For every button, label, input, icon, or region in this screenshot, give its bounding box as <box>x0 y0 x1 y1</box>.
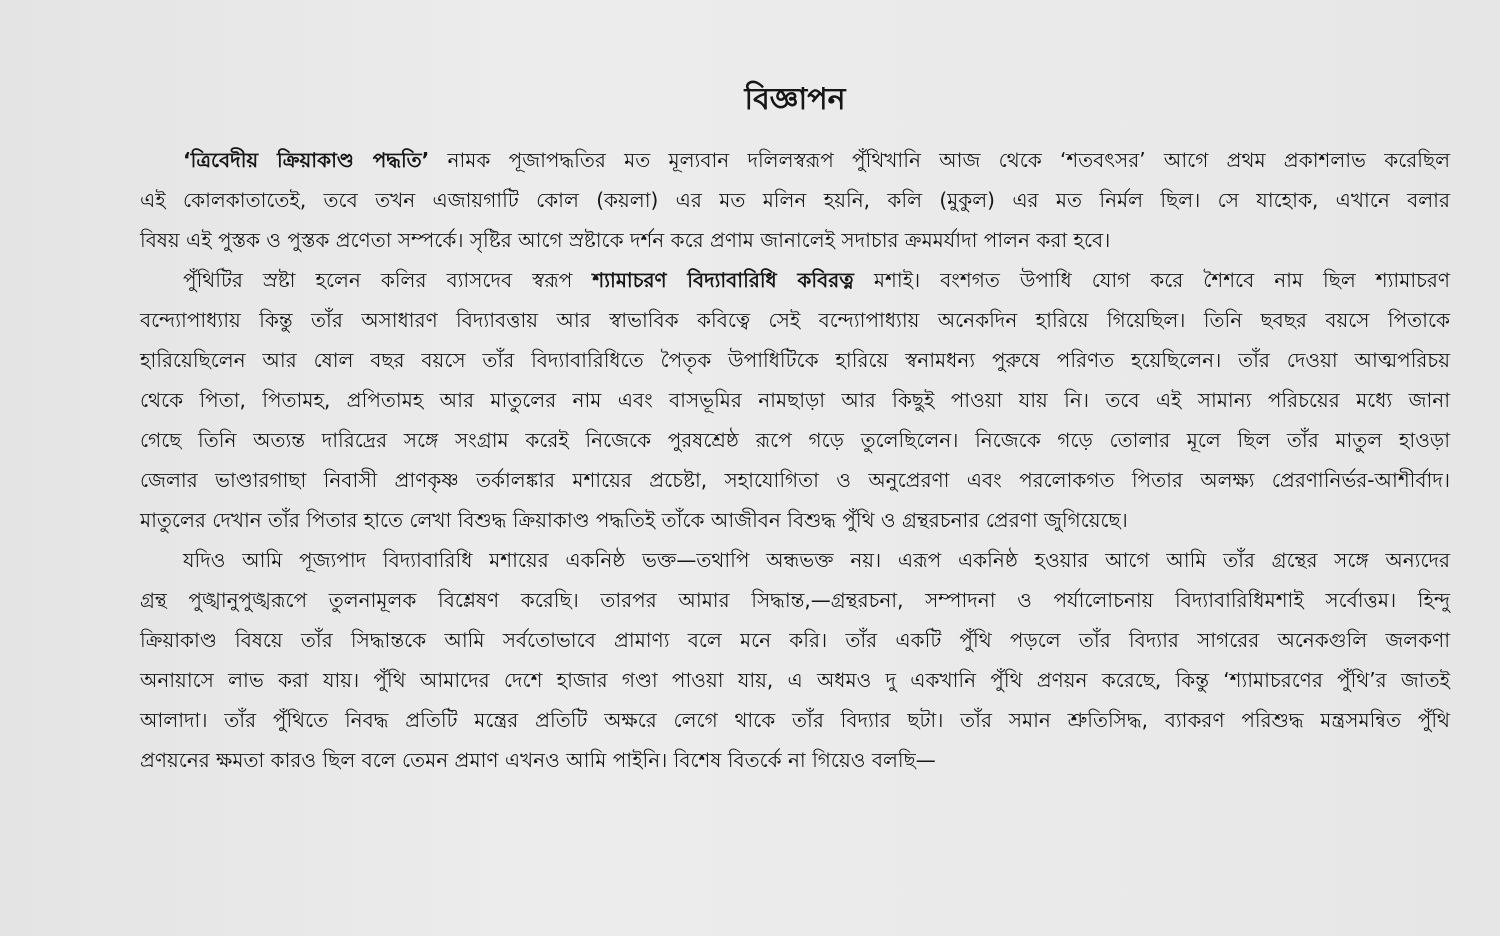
text-line <box>140 300 1450 340</box>
text-line <box>140 340 1450 380</box>
paragraph <box>140 140 1450 260</box>
text-segment: থেকে পিতা, পিতামহ, প্রপিতামহ আর মাতুলের নাম এবং বাসভূমির নামছাড়া আর কিছুই পাওয়া যায় নি। তবে এই সামান্য পরিচয়ের মধ্যে জানা <box>140 388 1450 412</box>
document-body <box>140 140 1450 780</box>
text-segment: গ্রন্থ পুঙ্খানুপুঙ্খরূপে তুলনামূলক বিশ্লেষণ করেছি। তারপর আমার সিদ্ধান্ত,—গ্রন্থরচনা, সম্পাদনা ও পর্যালোচনায় বিদ্যাবারিধিমশাই সর্বোত্তম। হিন্দু <box>140 588 1450 612</box>
text-line <box>140 460 1450 500</box>
text-segment: নামক পূজাপদ্ধতির মত মূল্যবান দলিলস্বরূপ পুঁথিখানি আজ থেকে ‘শতবৎসর’ আগে প্রথম প্রকাশলাভ করেছিল <box>429 148 1450 172</box>
text-segment: অনায়াসে লাভ করা যায়। পুঁথি আমাদের দেশে হাজার গণ্ডা পাওয়া যায়, এ অধমও দু একখানি পুঁথি প্রণয়ন করেছে, কিন্তু ‘শ্যামাচরণের পুঁথি’র জাতই <box>140 668 1450 692</box>
text-line <box>140 420 1450 460</box>
text-segment: আলাদা। তাঁর পুঁথিতে নিবদ্ধ প্রতিটি মন্ত্রের প্রতিটি অক্ষরে লেগে থাকে তাঁর বিদ্যার ছটা। তাঁর সমান শ্রুতিসিদ্ধ, ব্যাকরণ পরিশুদ্ধ মন্ত্রসমন্বিত পুঁথি <box>140 708 1450 732</box>
text-segment: মশাই। বংশগত উপাধি যোগ করে শৈশবে নাম ছিল শ্যামাচরণ <box>853 268 1451 292</box>
paragraph <box>140 260 1450 540</box>
text-segment: যদিও আমি পূজ্যপাদ বিদ্যাবারিধি মশায়ের একনিষ্ঠ ভক্ত—তথাপি অন্ধভক্ত নয়। এরূপ একনিষ্ঠ হওয়ার আগে আমি তাঁর গ্রন্থের সঙ্গে অন্যদের <box>183 548 1450 572</box>
text-segment: ক্রিয়াকাণ্ড বিষয়ে তাঁর সিদ্ধান্তকে আমি সর্বতোভাবে প্রামাণ্য বলে মনে করি। তাঁর একটি পুঁথি পড়লে তাঁর বিদ্যার সাগরের অনেকগুলি জলকণা <box>140 628 1450 652</box>
text-line <box>140 220 1450 260</box>
text-segment: হারিয়েছিলেন আর ষোল বছর বয়সে তাঁর বিদ্যাবারিধিতে পৈতৃক উপাধিটিকে হারিয়ে স্বনামধন্য পুরুষে পরিণত হয়েছিলেন। তাঁর দেওয়া আত্মপরিচয় <box>140 348 1450 372</box>
text-segment: বিষয় এই পুস্তক ও পুস্তক প্রণেতা সম্পর্কে। সৃষ্টির আগে স্রষ্টাকে দর্শন করে প্রণাম জানালেই সদাচার ক্রমমর্যাদা পালন করা হবে। <box>140 228 1111 252</box>
text-segment: গেছে তিনি অত্যন্ত দারিদ্রের সঙ্গে সংগ্রাম করেই নিজেকে পুরষশ্রেষ্ঠ রূপে গড়ে তুলেছিলেন। নিজেকে গড়ে তোলার মূলে ছিল তাঁর মাতুল হাওড়া <box>140 428 1450 452</box>
book-title-phrase: ‘ত্রিবেদীয় ক্রিয়াকাণ্ড পদ্ধতি’ <box>183 148 430 172</box>
text-segment: পুঁথিটির স্রষ্টা হলেন কলির ব্যাসদেব স্বরূপ <box>183 268 593 292</box>
text-segment: এই কোলকাতাতেই, তবে তখন এজায়গাটি কোল (কয়লা) এর মত মলিন হয়নি, কলি (মুকুল) এর মত নির্মল ছিল। সে যাহোক, এখানে বলার <box>140 188 1450 212</box>
text-segment: বন্দ্যোপাধ্যায় কিন্তু তাঁর অসাধারণ বিদ্যাবত্তায় আর স্বাভাবিক কবিত্বে সেই বন্দ্যোপাধ্যায় অনেকদিন হারিয়ে গিয়েছিল। তিনি ছবছর বয়সে পিতাকে <box>140 308 1450 332</box>
text-line <box>140 740 1450 780</box>
text-line <box>140 260 1450 300</box>
text-segment: মাতুলের দেখান তাঁর পিতার হাতে লেখা বিশুদ্ধ ক্রিয়াকাণ্ড পদ্ধতিই তাঁকে আজীবন বিশুদ্ধ পুঁথি ও গ্রন্থরচনার প্রেরণা জুগিয়েছে। <box>140 508 1128 532</box>
text-line <box>140 180 1450 220</box>
page-title: বিজ্ঞাপন <box>744 82 846 117</box>
text-line <box>140 380 1450 420</box>
text-line <box>140 140 1450 180</box>
text-segment: জেলার ভাণ্ডারগাছা নিবাসী প্রাণকৃষ্ণ তর্কালঙ্কার মশায়ের প্রচেষ্টা, সহাযোগিতা ও অনুপ্রেরণা এবং পরলোকগত পিতার অলক্ষ্য প্রেরণানির্ভর-আশীর্বাদ। <box>140 468 1450 492</box>
text-line <box>140 540 1450 580</box>
text-segment: প্রণয়নের ক্ষমতা কারও ছিল বলে তেমন প্রমাণ এখনও আমি পাইনি। বিশেষ বিতর্কে না গিয়েও বলছি— <box>140 748 936 772</box>
text-line <box>140 500 1450 540</box>
text-line <box>140 700 1450 740</box>
text-line <box>140 620 1450 660</box>
text-line <box>140 660 1450 700</box>
author-name-phrase: শ্যামাচরণ বিদ্যাবারিধি কবিরত্ন <box>592 268 854 292</box>
text-line <box>140 580 1450 620</box>
paragraph <box>140 540 1450 780</box>
